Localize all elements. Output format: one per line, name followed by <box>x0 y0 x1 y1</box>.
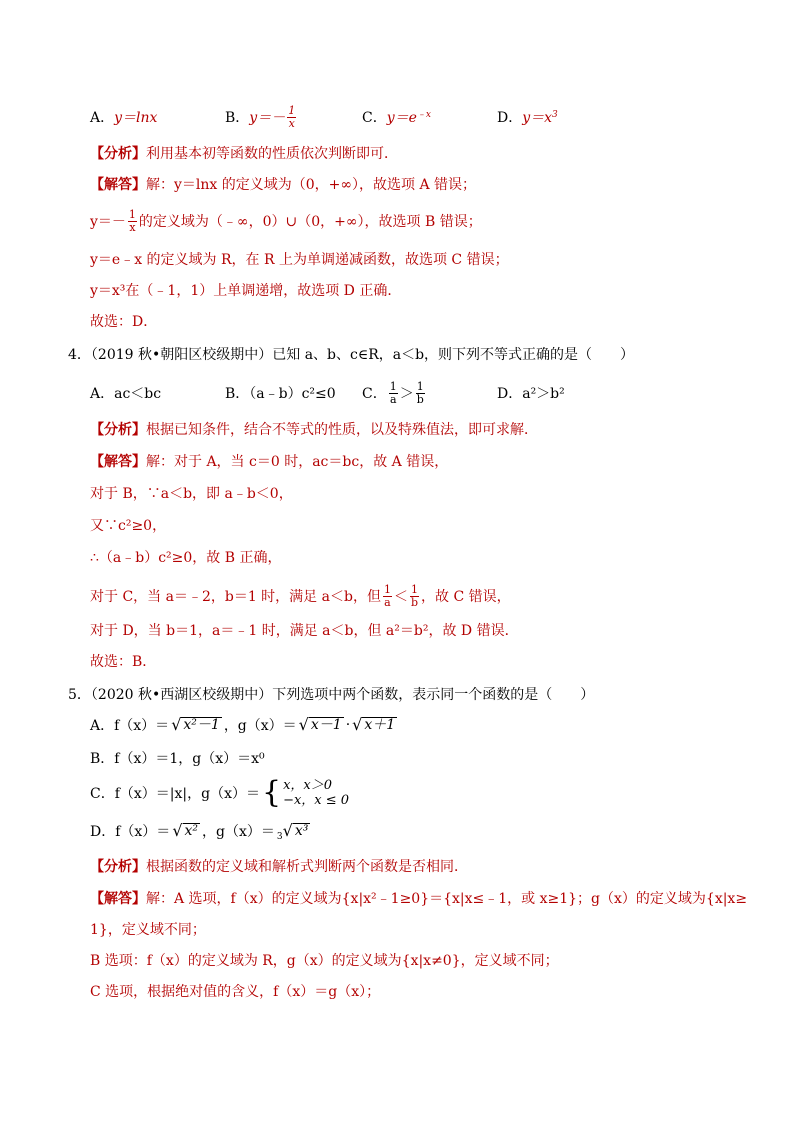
q3-solution-line-5 <box>90 308 157 334</box>
fraction-denominator: x <box>129 220 136 234</box>
operator: · <box>345 717 351 733</box>
q3-option-d: D． y＝x $^3$ <box>497 104 558 130</box>
fraction-numerator: 1 <box>128 207 136 221</box>
analysis-text: 利用基本初等函数的性质依次判断即可． <box>146 146 398 162</box>
fraction <box>287 105 296 130</box>
left-brace: { <box>261 775 282 810</box>
solution-tag: 【解答】 <box>90 177 146 193</box>
q3-option-c: C． y＝e $^{﹣x}$ <box>362 104 431 130</box>
operator: ＜ <box>393 589 408 605</box>
solution-text: y＝－ <box>90 214 126 230</box>
option-text: D．f（x）＝ <box>90 824 171 840</box>
q5-solution-line-4 <box>90 978 380 1004</box>
q3-solution-line-1 <box>90 171 476 197</box>
q5-option-a <box>90 712 399 738</box>
operator: ＞ <box>399 386 414 402</box>
q4-option-d <box>497 378 565 408</box>
option-label: B． <box>225 110 250 126</box>
option-text: y＝x <box>522 110 553 126</box>
q4-option-a <box>90 378 161 408</box>
q4-option-b <box>225 378 336 408</box>
option-text: A．ac＜bc <box>90 386 162 402</box>
q4-solution-line-7 <box>90 648 156 674</box>
solution-text: 的定义域为（﹣∞，0）∪（0，+∞），故选项 B 错误； <box>138 214 482 230</box>
q5-solution-line-3 <box>90 947 559 973</box>
q3-solution-line-4 <box>90 277 401 303</box>
question-stem: 5．（2020 秋•西湖区校级期中）下列选项中两个函数，表示同一个函数的是（ ） <box>68 687 595 703</box>
q4-analysis <box>90 416 538 442</box>
solution-text: y＝x³在（﹣1，1）上单调递增，故选项 D 正确． <box>90 283 402 299</box>
fraction <box>416 381 425 406</box>
fraction-numerator: 1 <box>416 379 424 393</box>
analysis-tag: 【分析】 <box>90 859 146 875</box>
sqrt <box>299 717 344 733</box>
fraction-denominator: b <box>410 595 418 609</box>
radicand: x－1 <box>310 717 342 733</box>
solution-text: 对于 B，∵a＜b，即 a﹣b＜0， <box>90 486 293 502</box>
solution-tag: 【解答】 <box>90 454 146 470</box>
fraction <box>389 381 398 406</box>
option-text: B．f（x）＝1，g（x）＝x⁰ <box>90 751 265 767</box>
q5-option-b <box>90 745 265 771</box>
question-stem: 4．（2019 秋•朝阳区校级期中）已知 a、b、c∈R，a＜b，则下列不等式正确的是（ ） <box>68 347 635 363</box>
solution-text: B 选项：f（x）的定义域为 R，g（x）的定义域为{x|x≠0}，定义域不同； <box>90 953 559 969</box>
solution-text: ，故 C 错误， <box>421 589 511 605</box>
solution-text: 故选：B． <box>90 654 157 670</box>
solution-text: 解：A 选项，f（x）的定义域为{x|x²﹣1≥0}＝{x|x≤﹣1，或 x≥1}；g（x）的定义域为{x|x≥ <box>146 891 748 907</box>
solution-text: 故选：D． <box>90 314 158 330</box>
option-text: A．f（x）＝ <box>90 718 170 734</box>
q4-solution-line-6 <box>90 617 519 643</box>
solution-text: 对于 D，当 b＝1，a＝﹣1 时，满足 a＜b，但 a²＝b²，故 D 错误． <box>90 623 519 639</box>
radical-sign: √ <box>171 715 182 734</box>
cube-root: $^3$ √ x³ <box>276 821 309 842</box>
q4-solution-line-5 <box>90 577 511 615</box>
analysis-tag: 【分析】 <box>90 146 146 162</box>
radical-sign: √ <box>298 715 309 734</box>
q4-solution-line-4 <box>90 544 282 570</box>
option-label: C． <box>362 386 387 402</box>
fraction-denominator: x <box>288 116 295 130</box>
piecewise-case: x，x＞0 <box>283 778 333 793</box>
q5-option-c <box>90 774 349 812</box>
solution-tag: 【解答】 <box>90 891 146 907</box>
q5-stem <box>68 681 594 707</box>
radical-sign: √ <box>352 715 363 734</box>
q3-analysis <box>90 140 398 166</box>
solution-text: 解：对于 A，当 c＝0 时，ac＝bc，故 A 错误， <box>146 454 449 470</box>
q5-analysis <box>90 853 468 879</box>
fraction-denominator: a <box>389 392 397 406</box>
fraction-denominator: a <box>384 595 391 609</box>
solution-text: 解：y＝lnx 的定义域为（0，+∞），故选项 A 错误； <box>146 177 477 193</box>
option-label: C． <box>362 110 387 126</box>
fraction <box>410 584 419 609</box>
fraction <box>383 584 392 609</box>
analysis-tag: 【分析】 <box>90 422 146 438</box>
analysis-text: 根据函数的定义域和解析式判断两个函数是否相同． <box>146 859 468 875</box>
fraction-numerator: 1 <box>410 582 418 596</box>
q5-option-d <box>90 818 312 844</box>
fraction-denominator: b <box>416 392 424 406</box>
fraction-numerator: 1 <box>389 379 397 393</box>
option-text: y＝lnx <box>114 110 158 126</box>
analysis-text: 根据已知条件，结合不等式的性质，以及特殊值法，即可求解． <box>146 422 538 438</box>
radicand: x³ <box>294 823 309 839</box>
option-text: y＝e <box>386 110 417 126</box>
q4-option-c <box>362 374 427 412</box>
q4-solution-line-3 <box>90 512 166 538</box>
q3-option-b <box>225 98 298 136</box>
solution-text: 1}，定义域不同； <box>90 922 206 938</box>
radicand: x＋1 <box>364 717 396 733</box>
radicand: x² <box>184 823 199 839</box>
option-label: D． <box>497 110 523 126</box>
q3-solution-line-3 <box>90 246 509 272</box>
radical-sign: √ <box>282 821 293 840</box>
radicand: x²－1 <box>183 717 220 733</box>
piecewise-case: −x，x ≤ 0 <box>283 793 350 808</box>
q4-solution-line-1 <box>90 448 448 474</box>
option-text: B．（a﹣b）c²≤0 <box>225 386 336 402</box>
fraction-numerator: 1 <box>383 582 391 596</box>
option-label: A． <box>90 110 115 126</box>
q5-solution-line-2 <box>90 916 206 942</box>
piecewise <box>283 778 349 808</box>
fraction-numerator: 1 <box>288 103 296 117</box>
q4-stem <box>68 341 634 367</box>
q4-solution-line-2 <box>90 480 293 506</box>
option-text: y＝－ <box>249 110 286 126</box>
q3-solution-line-2 <box>90 202 482 240</box>
fraction <box>128 209 137 234</box>
option-text: C．f（x）＝|x|，g（x）＝ <box>90 786 260 802</box>
q3-option-a <box>90 104 157 130</box>
solution-text: ∴（a﹣b）c²≥0，故 B 正确， <box>90 550 282 566</box>
solution-text: y＝e﹣x 的定义域为 R，在 R 上为单调递减函数，故选项 C 错误； <box>90 252 509 268</box>
option-text: ，g（x）＝ <box>223 718 297 734</box>
option-text: ，g（x）＝ <box>202 824 275 840</box>
sqrt <box>352 717 397 733</box>
solution-text: 又∵c²≥0， <box>90 518 167 534</box>
radical-sign: √ <box>172 821 183 840</box>
q5-solution-line-1 <box>90 885 747 911</box>
solution-text: 对于 C，当 a＝﹣2，b＝1 时，满足 a＜b，但 <box>90 589 381 605</box>
sqrt <box>171 717 222 733</box>
solution-text: C 选项，根据绝对值的含义，f（x）＝g（x）； <box>90 984 381 1000</box>
sqrt <box>172 823 200 839</box>
option-text: D．a²＞b² <box>497 386 565 402</box>
